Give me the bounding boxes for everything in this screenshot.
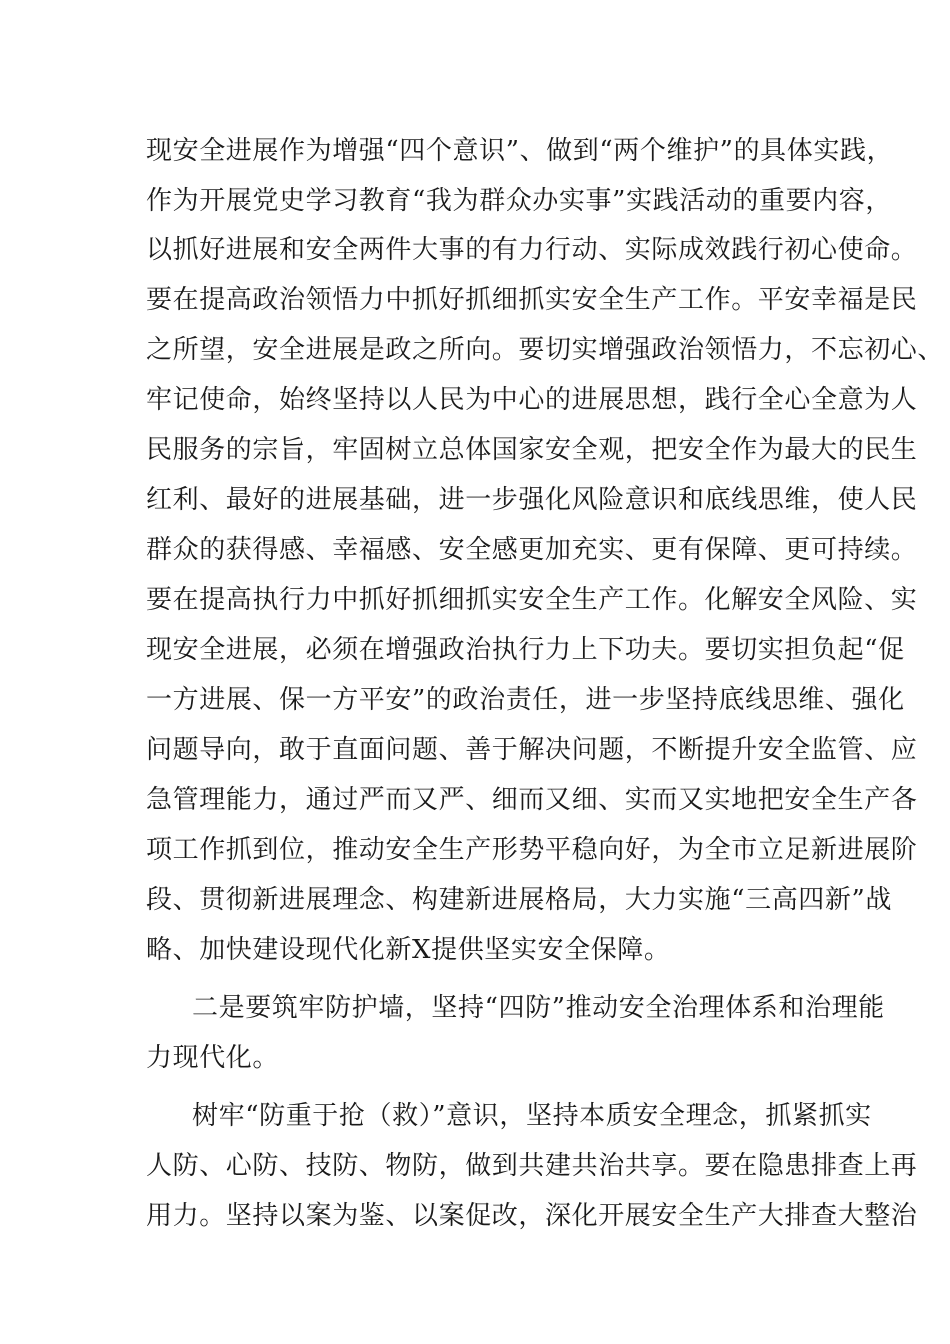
text-line: 一方进展、保一方平安”的政治责任，进一步坚持底线思维、强化 (146, 685, 905, 715)
text-line: 树牢“防重于抢（救）”意识，坚持本质安全理念，抓紧抓实 (192, 1101, 872, 1131)
text-line: 要在提高政治领悟力中抓好抓细抓实安全生产工作。平安幸福是民 (146, 285, 918, 315)
text-line: 力现代化。 (146, 1043, 280, 1073)
text-line: 牢记使命，始终坚持以人民为中心的进展思想，践行全心全意为人 (146, 385, 918, 415)
text-line: 二是要筑牢防护墙，坚持“四防”推动安全治理体系和治理能 (192, 993, 885, 1023)
text-line: 段、贯彻新进展理念、构建新进展格局，大力实施“三高四新”战 (146, 885, 892, 915)
text-line: 急管理能力，通过严而又严、细而又细、实而又实地把安全生产各 (146, 785, 918, 815)
text-line: 用力。坚持以案为鉴、以案促改，深化开展安全生产大排查大整治 (146, 1201, 918, 1231)
text-line: 红利、最好的进展基础，进一步强化风险意识和底线思维，使人民 (146, 485, 918, 515)
text-line: 以抓好进展和安全两件大事的有力行动、实际成效践行初心使命。 (146, 235, 918, 265)
text-line: 略、加快建设现代化新X提供坚实安全保障。 (146, 935, 671, 965)
text-line: 群众的获得感、幸福感、安全感更加充实、更有保障、更可持续。 (146, 535, 918, 565)
text-line: 项工作抓到位，推动安全生产形势平稳向好，为全市立足新进展阶 (146, 835, 918, 865)
text-line: 之所望，安全进展是政之所向。要切实增强政治领悟力，不忘初心、 (146, 335, 945, 365)
text-line: 现安全进展，必须在增强政治执行力上下功夫。要切实担负起“促 (146, 635, 905, 665)
text-line: 人防、心防、技防、物防，做到共建共治共享。要在隐患排查上再 (146, 1151, 918, 1181)
text-line: 民服务的宗旨，牢固树立总体国家安全观，把安全作为最大的民生 (146, 435, 918, 465)
text-line: 作为开展党史学习教育“我为群众办实事”实践活动的重要内容， (146, 186, 892, 216)
text-line: 问题导向，敢于直面问题、善于解决问题，不断提升安全监管、应 (146, 735, 918, 765)
text-line: 现安全进展作为增强“四个意识”、做到“两个维护”的具体实践， (146, 136, 894, 166)
text-line: 要在提高执行力中抓好抓细抓实安全生产工作。化解安全风险、实 (146, 585, 918, 615)
